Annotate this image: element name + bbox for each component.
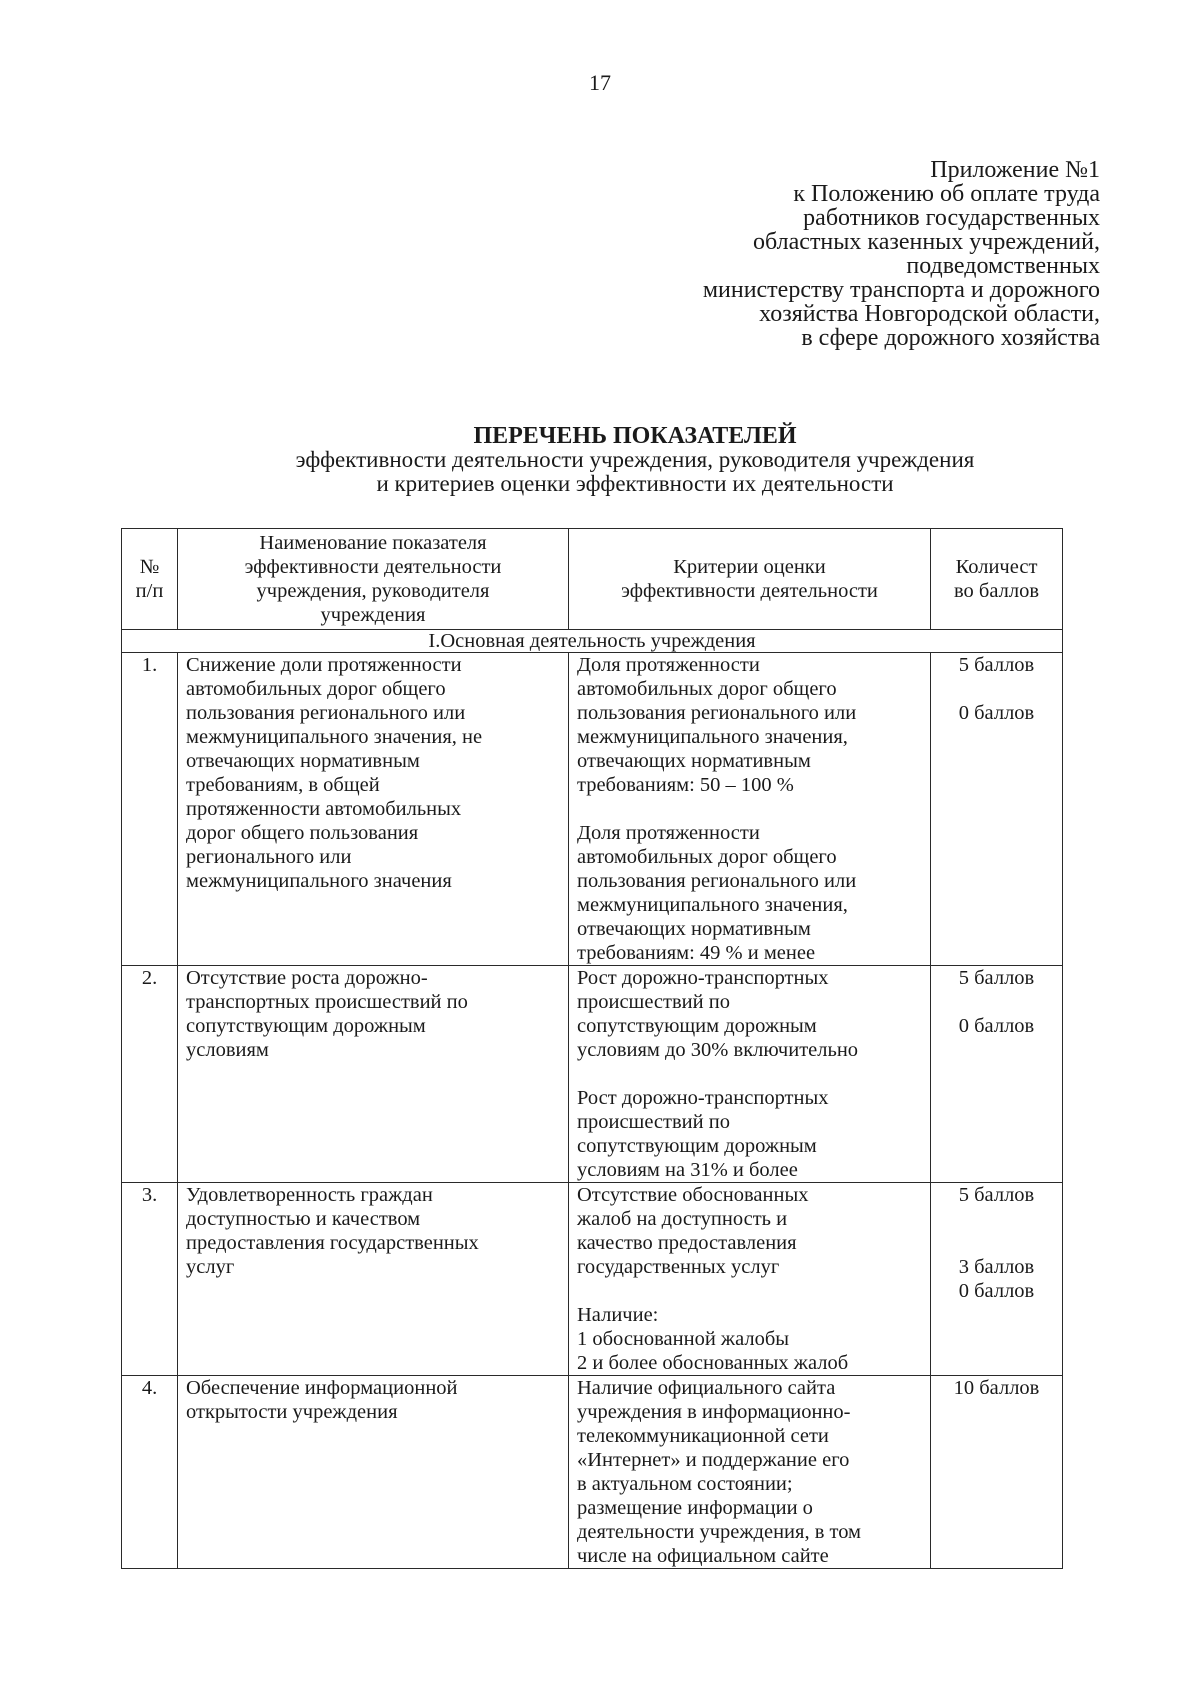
- criteria-line: 1 обоснованной жалобы: [577, 1328, 790, 1350]
- row-number: 2.: [122, 966, 178, 1183]
- criteria-line: автомобильных дорог общего: [577, 678, 837, 700]
- criteria-line: Наличие:: [577, 1304, 659, 1326]
- appendix-line: Приложение №1: [930, 157, 1100, 183]
- table-row: [122, 1376, 1063, 1569]
- indicator-name-line: требованиям, в общей: [186, 774, 380, 796]
- points-cell: [931, 653, 1063, 966]
- indicator-name-line: Удовлетворенность граждан: [186, 1184, 433, 1206]
- appendix-line: областных казенных учреждений,: [753, 229, 1100, 255]
- indicator-name-line: межмуниципального значения, не: [186, 726, 483, 748]
- appendix-line: хозяйства Новгородской области,: [759, 301, 1100, 327]
- indicator-name: [178, 966, 569, 1183]
- points-value: 5 баллов: [958, 967, 1035, 989]
- criteria-line: государственных услуг: [577, 1256, 780, 1278]
- table-row: [122, 1183, 1063, 1376]
- header-line: учреждения, руководителя: [256, 580, 490, 602]
- table-row: [122, 653, 1063, 966]
- criteria-line: 2 и более обоснованных жалоб: [577, 1352, 849, 1374]
- criteria-line: пользования регионального или: [577, 702, 857, 724]
- criteria-gap: [577, 797, 922, 821]
- indicator-name-line: пользования регионального или: [186, 702, 466, 724]
- appendix-line: работников государственных: [803, 205, 1100, 231]
- criteria-line: размещение информации о: [577, 1497, 813, 1519]
- indicator-name-line: Обеспечение информационной: [186, 1377, 458, 1399]
- criteria-line: сопутствующим дорожным: [577, 1135, 817, 1157]
- criteria-line: межмуниципального значения,: [577, 894, 848, 916]
- criteria-line: «Интернет» и поддержание его: [577, 1449, 850, 1471]
- criteria-cell: [569, 1376, 931, 1569]
- indicator-name: [178, 1183, 569, 1376]
- criteria-line: сопутствующим дорожным: [577, 1015, 817, 1037]
- indicator-name-line: отвечающих нормативным: [186, 750, 420, 772]
- header-line: эффективности деятельности: [621, 580, 878, 602]
- appendix-line: к Положению об оплате труда: [793, 181, 1100, 207]
- header-line: Наименование показателя: [259, 532, 487, 554]
- indicator-name-line: автомобильных дорог общего: [186, 678, 446, 700]
- indicator-name-line: условиям: [186, 1039, 269, 1061]
- points-value: 0 баллов: [958, 1280, 1035, 1302]
- criteria-line: учреждения в информационно-: [577, 1401, 851, 1423]
- indicator-name-line: Снижение доли протяженности: [186, 654, 462, 676]
- row-number: 3.: [122, 1183, 178, 1376]
- header-line: №: [139, 556, 160, 578]
- appendix-line: министерству транспорта и дорожного: [702, 277, 1100, 303]
- criteria-cell: [569, 966, 931, 1183]
- header-name: [178, 529, 569, 630]
- section-row: [122, 630, 1063, 653]
- indicator-name-line: транспортных происшествий по: [186, 991, 468, 1013]
- document-subtitle-line-1: эффективности деятельности учреждения, руководителя учреждения: [295, 447, 975, 472]
- criteria-line: требованиям: 49 % и менее: [577, 942, 816, 964]
- criteria-line: числе на официальном сайте: [577, 1545, 829, 1567]
- appendix-line: подведомственных: [906, 253, 1100, 279]
- criteria-line: происшествий по: [577, 991, 730, 1013]
- points-gap: [935, 990, 1058, 1014]
- criteria-line: требованиям: 50 – 100 %: [577, 774, 794, 796]
- header-line: эффективности деятельности: [244, 556, 502, 578]
- points-gap: [935, 1207, 1058, 1231]
- indicator-name: [178, 1376, 569, 1569]
- section-title: I.Основная деятельность учреждения: [122, 630, 1063, 653]
- points-cell: [931, 1183, 1063, 1376]
- document-title: ПЕРЕЧЕНЬ ПОКАЗАТЕЛЕЙ: [473, 423, 797, 449]
- criteria-line: отвечающих нормативным: [577, 918, 811, 940]
- criteria-line: Рост дорожно-транспортных: [577, 1087, 829, 1109]
- indicator-name-line: дорог общего пользования: [186, 822, 419, 844]
- criteria-gap: [577, 1279, 922, 1303]
- indicator-name-line: доступностью и качеством: [186, 1208, 421, 1230]
- criteria-line: телекоммуникационной сети: [577, 1425, 829, 1447]
- criteria-line: качество предоставления: [577, 1232, 797, 1254]
- header-line: Количест: [955, 556, 1038, 578]
- criteria-gap: [577, 1062, 922, 1086]
- points-value: 10 баллов: [953, 1377, 1040, 1399]
- header-line: п/п: [135, 580, 164, 602]
- criteria-line: Рост дорожно-транспортных: [577, 967, 829, 989]
- indicator-name-line: предоставления государственных: [186, 1232, 479, 1254]
- row-number: 4.: [122, 1376, 178, 1569]
- criteria-line: Доля протяженности: [577, 654, 760, 676]
- criteria-line: Отсутствие обоснованных: [577, 1184, 809, 1206]
- criteria-line: жалоб на доступность и: [577, 1208, 788, 1230]
- header-line: во баллов: [953, 580, 1039, 602]
- indicator-name-line: протяженности автомобильных: [186, 798, 462, 820]
- criteria-line: автомобильных дорог общего: [577, 846, 837, 868]
- header-line: Критерии оценки: [673, 556, 826, 578]
- indicators-table: [121, 528, 1063, 1569]
- header-criteria: [569, 529, 931, 630]
- page-number: 17: [589, 70, 611, 95]
- points-value: 0 баллов: [958, 1015, 1035, 1037]
- criteria-line: условиям на 31% и более: [577, 1159, 798, 1181]
- appendix-line: в сфере дорожного хозяйства: [801, 325, 1100, 351]
- criteria-line: происшествий по: [577, 1111, 730, 1133]
- criteria-cell: [569, 1183, 931, 1376]
- points-cell: [931, 966, 1063, 1183]
- header-line: учреждения: [320, 604, 426, 626]
- header-points: [931, 529, 1063, 630]
- row-number: 1.: [122, 653, 178, 966]
- points-gap: [935, 677, 1058, 701]
- criteria-line: Доля протяженности: [577, 822, 760, 844]
- indicator-name: [178, 653, 569, 966]
- indicator-name-line: межмуниципального значения: [186, 870, 452, 892]
- table-row: [122, 966, 1063, 1183]
- criteria-line: пользования регионального или: [577, 870, 857, 892]
- indicator-name-line: сопутствующим дорожным: [186, 1015, 426, 1037]
- points-value: 5 баллов: [958, 1184, 1035, 1206]
- criteria-line: Наличие официального сайта: [577, 1377, 836, 1399]
- points-value: 3 баллов: [958, 1256, 1035, 1278]
- criteria-cell: [569, 653, 931, 966]
- indicator-name-line: открытости учреждения: [186, 1401, 398, 1423]
- criteria-line: отвечающих нормативным: [577, 750, 811, 772]
- header-num: [122, 529, 178, 630]
- points-value: 0 баллов: [958, 702, 1035, 724]
- points-value: 5 баллов: [958, 654, 1035, 676]
- indicator-name-line: услуг: [186, 1256, 235, 1278]
- indicator-name-line: Отсутствие роста дорожно-: [186, 967, 428, 989]
- criteria-line: межмуниципального значения,: [577, 726, 848, 748]
- points-cell: [931, 1376, 1063, 1569]
- criteria-line: условиям до 30% включительно: [577, 1039, 859, 1061]
- table-header-row: [122, 529, 1063, 630]
- indicator-name-line: регионального или: [186, 846, 352, 868]
- document-heading: [0, 424, 1200, 496]
- criteria-line: в актуальном состоянии;: [577, 1473, 793, 1495]
- points-value: [935, 1231, 1058, 1255]
- criteria-line: деятельности учреждения, в том: [577, 1521, 862, 1543]
- appendix-block: [703, 158, 1100, 350]
- document-subtitle-line-2: и критериев оценки эффективности их деятельности: [376, 471, 894, 496]
